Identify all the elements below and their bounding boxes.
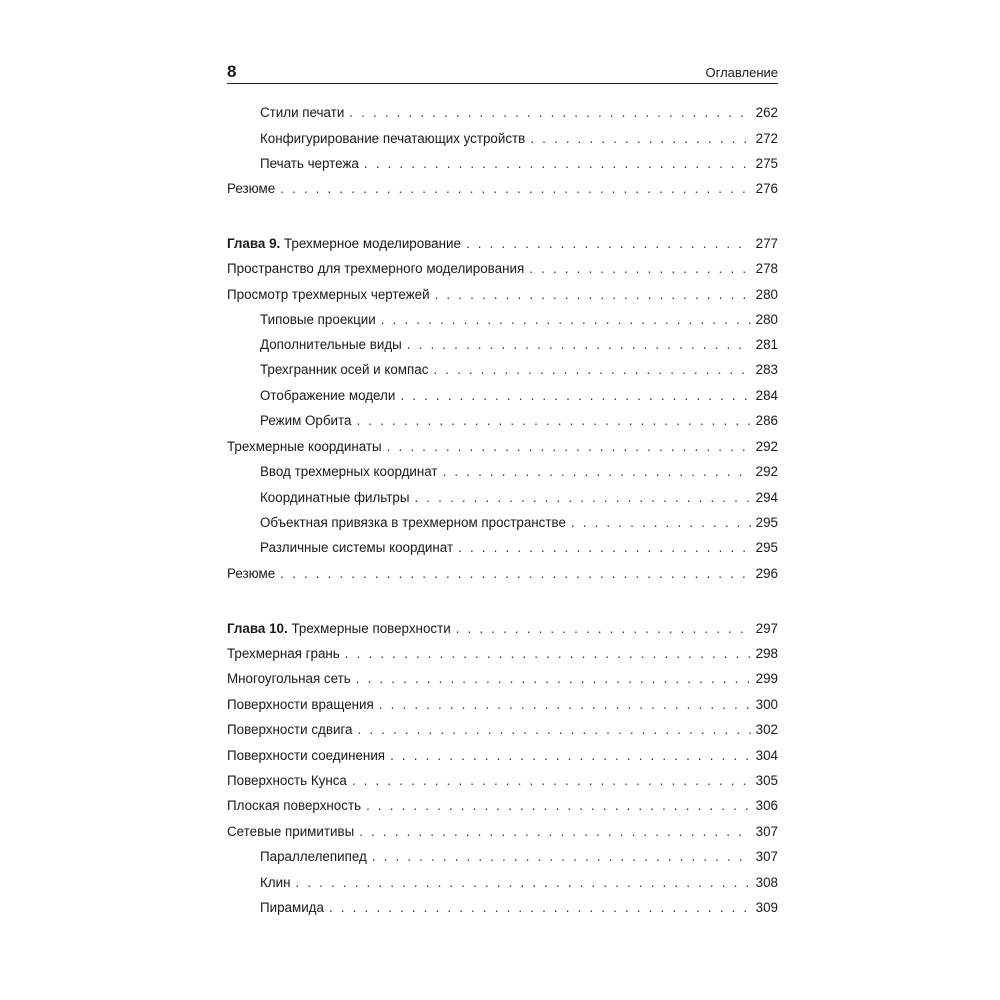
chapter-number: Глава 10.: [227, 621, 288, 636]
toc-entry[interactable]: [260, 336, 778, 354]
toc-entry-title: Многоугольная сеть: [227, 671, 351, 686]
toc-entry-title: Плоская поверхность: [227, 798, 362, 813]
dot-leader: [379, 696, 751, 714]
toc-entry-page: 298: [755, 646, 778, 661]
toc-entry-page: 278: [755, 261, 778, 276]
toc-entry-page: 286: [755, 413, 778, 428]
toc-entry-page: 300: [755, 697, 778, 712]
toc-entry-page: 297: [755, 621, 778, 636]
toc-entry[interactable]: [260, 130, 778, 148]
toc-entry-title: Трехгранник осей и компас: [260, 362, 429, 377]
dot-leader: [466, 235, 751, 253]
toc-entry-title: Пространство для трехмерного моделирования: [227, 261, 525, 276]
dot-leader: [387, 438, 751, 456]
toc-entry-page: 307: [755, 824, 778, 839]
toc-entry-title: Резюме: [227, 566, 276, 581]
toc-entry-page: 302: [755, 722, 778, 737]
dot-leader: [529, 260, 750, 278]
toc-entry-title: Печать чертежа: [260, 156, 359, 171]
toc-entry-page: 308: [755, 875, 778, 890]
page-number: 8: [227, 62, 237, 81]
toc-entry-title: [227, 235, 461, 253]
toc-entry[interactable]: [227, 260, 778, 278]
toc-entry[interactable]: [260, 104, 778, 122]
toc-entry-title: Конфигурирование печатающих устройств: [260, 131, 526, 146]
toc-entry-title: Сетевые примитивы: [227, 824, 355, 839]
toc-entry-title: Трехмерные координаты: [227, 439, 382, 454]
chapter-number: Глава 9.: [227, 236, 281, 251]
toc-entry[interactable]: [260, 874, 778, 892]
dot-leader: [364, 155, 751, 173]
dot-leader: [349, 104, 750, 122]
toc-entry-page: 275: [755, 156, 778, 171]
dot-leader: [372, 848, 751, 866]
dot-leader: [530, 130, 750, 148]
toc-entry-title: Координатные фильтры: [260, 490, 410, 505]
toc-entry-title: Дополнительные виды: [260, 337, 402, 352]
dot-leader: [345, 645, 751, 663]
toc-entry-page: 295: [755, 540, 778, 555]
page-header: [227, 61, 778, 84]
toc-entry-title: Клин: [260, 875, 291, 890]
toc-entry-title: Пирамида: [260, 900, 324, 915]
toc-entry[interactable]: [227, 797, 778, 815]
toc-entry-page: 299: [755, 671, 778, 686]
toc-entry-title: Типовые проекции: [260, 312, 376, 327]
toc-entry-title: Различные системы координат: [260, 540, 454, 555]
toc-entry-page: 306: [755, 798, 778, 813]
toc-entry[interactable]: [227, 645, 778, 663]
toc-entry-page: 296: [755, 566, 778, 581]
chapter-title: Трехмерное моделирование: [280, 236, 461, 251]
toc-entry[interactable]: [260, 539, 778, 557]
toc-entry-page: 281: [755, 337, 778, 352]
dot-leader: [381, 311, 751, 329]
toc-entry[interactable]: [260, 361, 778, 379]
dot-leader: [571, 514, 751, 532]
toc-entry[interactable]: [260, 514, 778, 532]
toc-entry-title: Отображение модели: [260, 388, 396, 403]
dot-leader: [433, 361, 750, 379]
toc-entry[interactable]: [227, 286, 778, 304]
toc-entry-page: 277: [755, 236, 778, 251]
toc-entry-page: 283: [755, 362, 778, 377]
dot-leader: [280, 180, 750, 198]
toc-entry[interactable]: [227, 747, 778, 765]
toc-entry-title: Просмотр трехмерных чертежей: [227, 287, 430, 302]
toc-entry-page: 294: [755, 490, 778, 505]
toc-entry-page: 305: [755, 773, 778, 788]
dot-leader: [390, 747, 751, 765]
toc-entry-title: [227, 620, 451, 638]
running-title: Оглавление: [705, 65, 778, 80]
toc-entry-title: Резюме: [227, 181, 276, 196]
toc-entry[interactable]: [227, 823, 778, 841]
dot-leader: [356, 412, 750, 430]
toc-entry-page: 309: [755, 900, 778, 915]
dot-leader: [352, 772, 751, 790]
dot-leader: [296, 874, 751, 892]
toc-entry[interactable]: [227, 721, 778, 739]
toc-entry-page: 276: [755, 181, 778, 196]
toc-entry[interactable]: [260, 387, 778, 405]
toc-entry-title: Трехмерная грань: [227, 646, 340, 661]
toc-entry[interactable]: [260, 412, 778, 430]
toc-entry-title: Режим Орбита: [260, 413, 352, 428]
dot-leader: [456, 620, 751, 638]
toc-entry-page: 292: [755, 439, 778, 454]
dot-leader: [443, 463, 751, 481]
toc-entry-title: Поверхность Кунса: [227, 773, 347, 788]
toc-entry-page: 272: [755, 131, 778, 146]
toc-chapter-entry[interactable]: [227, 620, 778, 638]
toc-entry-page: 262: [755, 105, 778, 120]
toc-entry-title: Поверхности вращения: [227, 697, 374, 712]
toc-entry[interactable]: [260, 311, 778, 329]
toc-entry[interactable]: [260, 463, 778, 481]
toc-entry[interactable]: [260, 848, 778, 866]
toc-entry-title: Параллелепипед: [260, 849, 367, 864]
dot-leader: [407, 336, 751, 354]
toc-entry-page: 280: [755, 312, 778, 327]
toc-entry[interactable]: [227, 772, 778, 790]
toc-entry[interactable]: [227, 180, 778, 198]
toc-entry[interactable]: [260, 899, 778, 917]
dot-leader: [400, 387, 750, 405]
toc-entry-page: 292: [755, 464, 778, 479]
dot-leader: [329, 899, 751, 917]
dot-leader: [435, 286, 751, 304]
toc-entry-title: Объектная привязка в трехмерном пространстве: [260, 515, 566, 530]
dot-leader: [414, 489, 750, 507]
dot-leader: [359, 823, 750, 841]
toc-chapter-entry[interactable]: [227, 235, 778, 253]
dot-leader: [358, 721, 751, 739]
toc-entry-page: 304: [755, 748, 778, 763]
toc-entry[interactable]: [227, 670, 778, 688]
toc-entry-title: Ввод трехмерных координат: [260, 464, 438, 479]
dot-leader: [356, 670, 751, 688]
toc-entry-page: 280: [755, 287, 778, 302]
dot-leader: [458, 539, 751, 557]
toc-entry[interactable]: [227, 696, 778, 714]
toc-entry-page: 307: [755, 849, 778, 864]
toc-entry-page: 295: [755, 515, 778, 530]
toc-entry[interactable]: [227, 565, 778, 583]
dot-leader: [280, 565, 750, 583]
toc-entry-title: Поверхности сдвига: [227, 722, 353, 737]
chapter-title: Трехмерные поверхности: [287, 621, 451, 636]
toc-entry[interactable]: [260, 155, 778, 173]
toc-entry[interactable]: [227, 438, 778, 456]
toc-entry[interactable]: [260, 489, 778, 507]
toc-entry-title: Стили печати: [260, 105, 345, 120]
dot-leader: [366, 797, 751, 815]
toc-entry-page: 284: [755, 388, 778, 403]
toc-entry-title: Поверхности соединения: [227, 748, 386, 763]
